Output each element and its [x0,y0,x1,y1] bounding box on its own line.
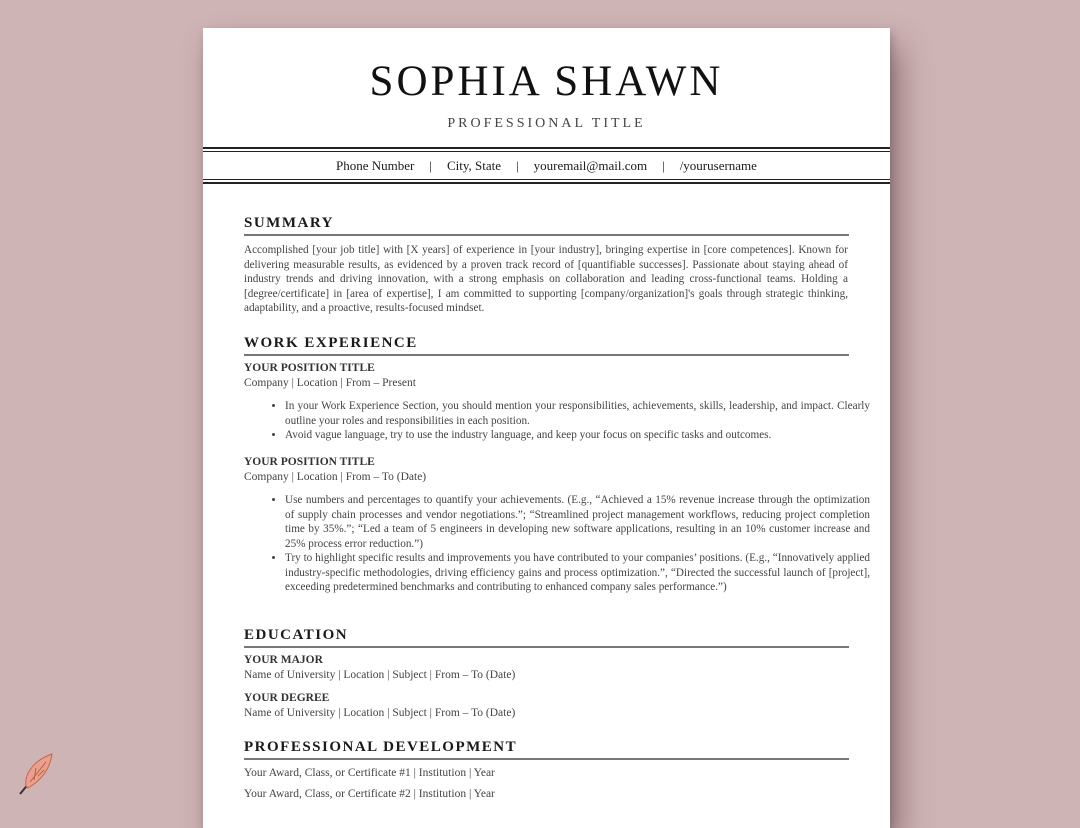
contact-location: City, State [447,158,502,173]
education-heading: EDUCATION [244,626,849,648]
summary-text: Accomplished [your job title] with [X years] of experience in [your industry], bringing expertise in [core competences]. Known for delivering measurable results, as evidenced by a proven track record of [quantifiable successes]. Passionate about staying ahead of industry trends and driving innovation, with a strong emphasis on collaboration and leading cross-functional teams. Holding a [degree/certificate] in [area of expertise], I am committed to supporting [company/organization]'s goals through strategic thinking, adaptability, and a proactive, results-focused mindset. [244,244,848,314]
development-item-1: Your Award, Class, or Certificate #1 | Institution | Year [244,767,495,779]
feather-logo-icon [14,750,58,798]
contact-email: youremail@mail.com [533,158,648,173]
contact-username: /yourusername [679,158,757,173]
contact-separator: | [516,158,519,173]
job-2-bullets [263,493,870,595]
job-1-details: Company | Location | From – Present [244,377,416,389]
education-2-details: Name of University | Location | Subject | From – To (Date) [244,707,516,719]
professional-title: PROFESSIONAL TITLE [447,116,646,131]
header-rule-top [203,147,890,149]
contact-phone: Phone Number [336,158,415,173]
job-2-details: Company | Location | From – To (Date) [244,471,427,483]
job-1-title: YOUR POSITION TITLE [244,362,375,374]
list-item: • In your Work Experience Section, you should mention your responsibilities, achievements, skills, leadership, and impact. Clearly outline your roles and responsibilities in each position. [285,399,870,428]
header-rule-top-thin [203,151,890,152]
professional-development-heading: PROFESSIONAL DEVELOPMENT [244,738,849,760]
education-1-details: Name of University | Location | Subject | From – To (Date) [244,669,516,681]
resume-name: SOPHIA SHAWN [369,58,724,105]
header-rule-bottom [203,182,890,184]
development-item-2: Your Award, Class, or Certificate #2 | Institution | Year [244,788,495,800]
contact-separator: | [662,158,665,173]
resume-page [203,28,890,828]
header-rule-bottom-thin [203,179,890,180]
job-1-bullets [263,399,870,443]
education-1-title: YOUR MAJOR [244,654,323,666]
work-experience-heading: WORK EXPERIENCE [244,334,849,356]
contact-bar [203,157,890,175]
job-2-title: YOUR POSITION TITLE [244,456,375,468]
list-item: • Use numbers and percentages to quantify your achievements. (E.g., “Achieved a 15% revenue increase through the optimization of supply chain processes and vendor negotiations.”; “Streamlined project management workflows, reducing project completion time by 35%.”; “Led a team of 5 engineers in developing new software applications, resulting in an 10% customer increase and 25% process error reduction.”) [285,493,870,551]
list-item: • Avoid vague language, try to use the industry language, and keep your focus on specific tasks and outcomes. [285,428,870,443]
summary-heading: SUMMARY [244,214,849,236]
education-2-title: YOUR DEGREE [244,692,330,704]
contact-separator: | [429,158,432,173]
list-item: • Try to highlight specific results and improvements you have contributed to your companies’ positions. (E.g., “Innovatively applied industry-specific methodologies, driving efficiency gains and process optimization.”, “Directed the successful launch of [project], exceeding predetermined benchmarks and contributing to enhanced company sales performance.”) [285,551,870,595]
